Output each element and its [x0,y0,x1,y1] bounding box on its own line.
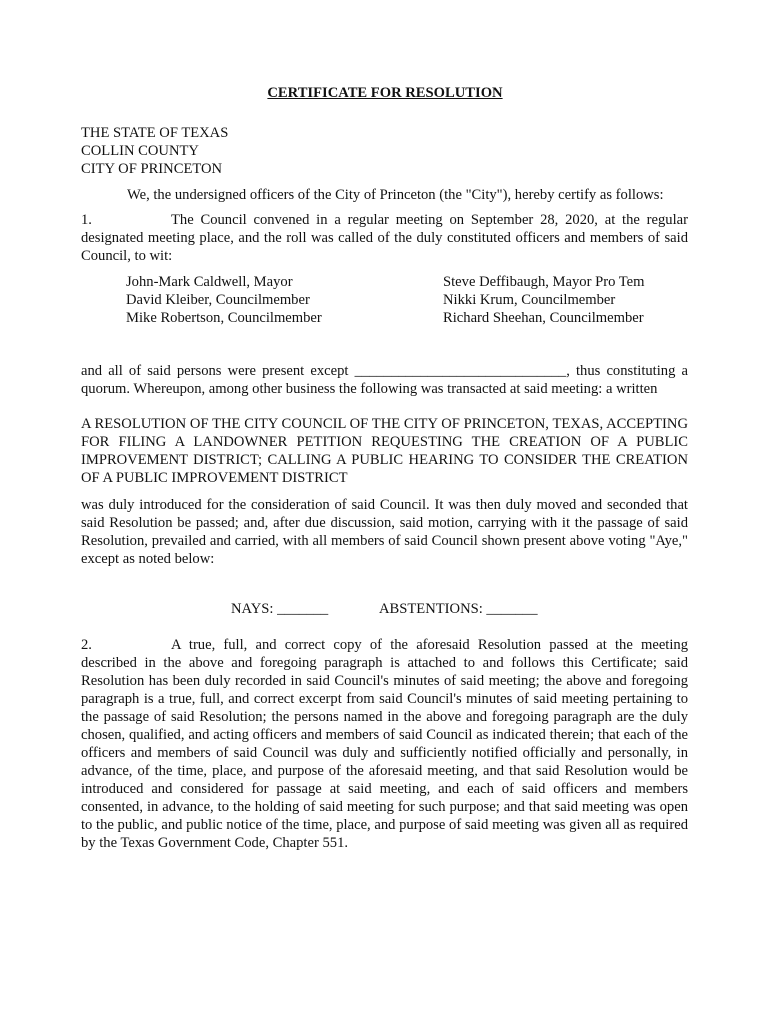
officer-name: Steve Deffibaugh, Mayor Pro Tem [443,274,645,290]
paragraph-1 [81,211,688,265]
officer-name: John-Mark Caldwell, Mayor [126,274,293,290]
resolution-title: A RESOLUTION OF THE CITY COUNCIL OF THE CITY OF PRINCETON, TEXAS, ACCEPTING FOR FILING A LANDOWNER PETITION REQUESTING THE CREATION OF A PUBLIC IMPROVEMENT DISTRICT; CALLING A PUBLIC HEARING TO CONSIDER THE CREATION OF A PUBLIC IMPROVEMENT DISTRICT [81,416,688,486]
paragraph-2-text: A true, full, and correct copy of the aforesaid Resolution passed at the meeting described in the above and foregoing paragraph is attached to and follows this Certificate; said Resolution has been duly recorded in said Council's minutes of said meeting; the above and foregoing paragraph is a true, full, and correct excerpt from said Council's minutes of said meeting pertaining to the passage of said Resolution; the persons named in the above and foregoing paragraph are the duly chosen, qualified, and acting officers and members of said Council as indicated therein; that each of the officers and members of said Council was duly and sufficiently notified officially and personally, in advance, of the time, place, and purpose of the aforesaid meeting, and that said Resolution would be introduced and considered for passage at said meeting, and each of said officers and members consented, in advance, to the holding of said meeting for such purpose; and that said meeting was open to the public, and public notice of the time, place, and purpose of said meeting was given all as required by the Texas Government Code, Chapter 551. [81,637,688,851]
document-title: CERTIFICATE FOR RESOLUTION [267,85,503,101]
officer-name: Richard Sheehan, Councilmember [443,310,644,326]
officer-name: Nikki Krum, Councilmember [443,292,616,308]
paragraph-1-number: 1. [81,212,92,228]
city-line: CITY OF PRINCETON [81,161,223,177]
abstentions-field: ABSTENTIONS: _______ [379,601,538,617]
intro-paragraph: We, the undersigned officers of the City of Princeton (the "City"), hereby certify as follows: [127,187,664,203]
paragraph-1-text: The Council convened in a regular meeting on September 28, 2020, at the regular designated meeting place, and the roll was called of the duly constituted officers and members of said Council, to wit: [81,212,688,264]
paragraph-2 [81,636,688,852]
quorum-paragraph: and all of said persons were present except _____________________________, thus constituting a quorum. Whereupon, among other business the following was transacted at said meeting: a written [81,363,688,397]
passage-paragraph: was duly introduced for the consideration of said Council. It was then duly moved and seconded that said Resolution be passed; and, after due discussion, said motion, carrying with it the passage of said Resolution, prevailed and carried, with all members of said Council shown present above voting "Aye," except as noted below: [81,497,688,567]
officer-name: David Kleiber, Councilmember [126,292,310,308]
county-line: COLLIN COUNTY [81,143,199,159]
state-line: THE STATE OF TEXAS [81,125,229,141]
paragraph-2-number: 2. [81,637,92,653]
jurisdiction-block [81,124,688,178]
nays-field: NAYS: _______ [231,601,329,617]
officer-column-left [126,273,426,327]
officer-column-right [443,273,743,327]
officer-name: Mike Robertson, Councilmember [126,310,322,326]
